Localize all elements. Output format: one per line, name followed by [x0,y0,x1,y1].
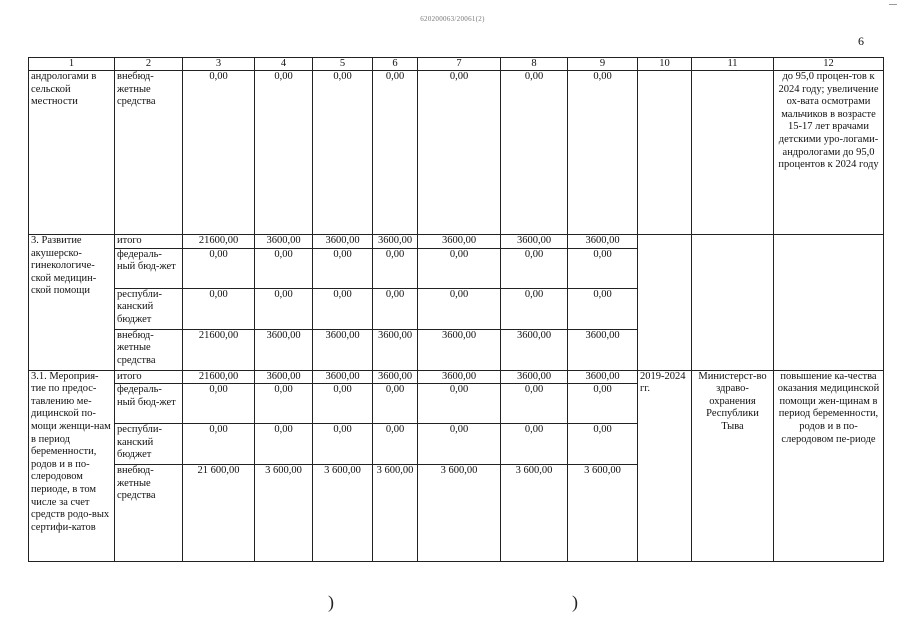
value-cell: 0,00 [373,248,418,288]
measure-name: андрологами в сельской местности [29,71,115,235]
funding-source: федераль-ный бюд-жет [115,384,183,424]
value-cell: 0,00 [183,248,255,288]
value-cell: 0,00 [313,384,373,424]
value-cell: 0,00 [568,384,638,424]
value-cell: 3600,00 [255,329,313,370]
value-cell: 0,00 [501,424,568,465]
bottom-mark: ) [572,592,578,612]
period-cell [638,71,692,235]
value-cell: 0,00 [255,424,313,465]
value-cell: 0,00 [568,248,638,288]
value-cell: 0,00 [255,71,313,235]
value-cell: 0,00 [373,71,418,235]
value-cell: 3600,00 [501,235,568,249]
value-cell: 3 600,00 [255,465,313,562]
value-cell: 3600,00 [568,235,638,249]
value-cell: 3600,00 [255,370,313,384]
measure-name: 3.1. Мероприя-тие по предос-тавлению ме-дицинской по-мощи женщи-нам в период беременности, родов и в по-слеродовом периоде, в том числе за счет средств родо-вых сертифи-катов [29,370,115,562]
value-cell: 0,00 [568,424,638,465]
value-cell: 0,00 [255,384,313,424]
value-cell: 0,00 [501,248,568,288]
value-cell: 0,00 [418,71,501,235]
col-header: 8 [501,58,568,71]
value-cell: 3 600,00 [501,465,568,562]
value-cell: 0,00 [313,288,373,329]
page-number: 6 [858,34,864,48]
value-cell: 3 600,00 [313,465,373,562]
value-cell: 3600,00 [568,329,638,370]
value-cell: 0,00 [418,384,501,424]
funding-source: итого [115,370,183,384]
funding-source: федераль-ный бюд-жет [115,248,183,288]
col-header: 3 [183,58,255,71]
col-header: 10 [638,58,692,71]
value-cell: 0,00 [568,288,638,329]
executor-cell [692,71,774,235]
value-cell: 3600,00 [255,235,313,249]
value-cell: 0,00 [183,71,255,235]
value-cell: 0,00 [313,71,373,235]
funding-source: внебюд-жетные средства [115,465,183,562]
value-cell: 3600,00 [568,370,638,384]
value-cell: 3600,00 [418,370,501,384]
value-cell: 21600,00 [183,329,255,370]
value-cell: 0,00 [183,424,255,465]
value-cell: 3600,00 [313,370,373,384]
executor-cell [692,235,774,371]
funding-source: республи-канский бюджет [115,424,183,465]
col-header: 6 [373,58,418,71]
measure-name: 3. Развитие акушерско-гинекологиче-ской медицин-ской помощи [29,235,115,371]
table-row [29,370,884,384]
col-header: 5 [313,58,373,71]
value-cell: 3600,00 [418,235,501,249]
value-cell: 0,00 [501,71,568,235]
document-stamp: 620200063/20061(2) [420,15,485,23]
col-header: 11 [692,58,774,71]
result-cell: повышение ка-чества оказания медицинской помощи жен-щинам в период беременности, родов и в по-слеродовом пе-риоде [774,370,884,562]
value-cell: 21600,00 [183,235,255,249]
value-cell: 0,00 [373,384,418,424]
value-cell: 0,00 [418,424,501,465]
executor-cell: Министерст-во здраво-охранения Республики Тыва [692,370,774,562]
value-cell: 0,00 [183,384,255,424]
value-cell: 0,00 [255,248,313,288]
value-cell: 3 600,00 [373,465,418,562]
value-cell: 3600,00 [373,235,418,249]
table-row [29,235,884,249]
value-cell: 0,00 [313,424,373,465]
value-cell: 0,00 [373,424,418,465]
table-row [29,71,884,235]
value-cell: 3600,00 [418,329,501,370]
value-cell: 0,00 [255,288,313,329]
scan-dash-mark [889,4,897,5]
col-header: 12 [774,58,884,71]
result-cell: до 95,0 процен-тов к 2024 году; увеличение ох-вата осмотрами мальчиков в возрасте 15-17 лет врачами детскими уро-логами-андрологами до 95,0 процентов к 2024 году [774,71,884,235]
value-cell: 3 600,00 [568,465,638,562]
value-cell: 21600,00 [183,370,255,384]
funding-source: внебюд-жетные средства [115,329,183,370]
value-cell: 3600,00 [313,329,373,370]
bottom-mark: ) [328,592,334,612]
value-cell: 21 600,00 [183,465,255,562]
col-header: 4 [255,58,313,71]
value-cell: 0,00 [418,288,501,329]
period-cell [638,235,692,371]
value-cell: 3600,00 [373,329,418,370]
period-cell: 2019-2024 гг. [638,370,692,562]
col-header: 9 [568,58,638,71]
value-cell: 0,00 [568,71,638,235]
col-header: 2 [115,58,183,71]
value-cell: 3600,00 [373,370,418,384]
budget-table [28,57,884,562]
col-header: 1 [29,58,115,71]
value-cell: 0,00 [373,288,418,329]
funding-source: итого [115,235,183,249]
value-cell: 0,00 [501,288,568,329]
value-cell: 3600,00 [501,329,568,370]
value-cell: 3600,00 [313,235,373,249]
col-header: 7 [418,58,501,71]
funding-source: республи-канский бюджет [115,288,183,329]
value-cell: 0,00 [501,384,568,424]
value-cell: 0,00 [183,288,255,329]
result-cell [774,235,884,371]
value-cell: 0,00 [418,248,501,288]
value-cell: 3 600,00 [418,465,501,562]
funding-source: внебюд-жетные средства [115,71,183,235]
header-row [29,58,884,71]
value-cell: 3600,00 [501,370,568,384]
value-cell: 0,00 [313,248,373,288]
